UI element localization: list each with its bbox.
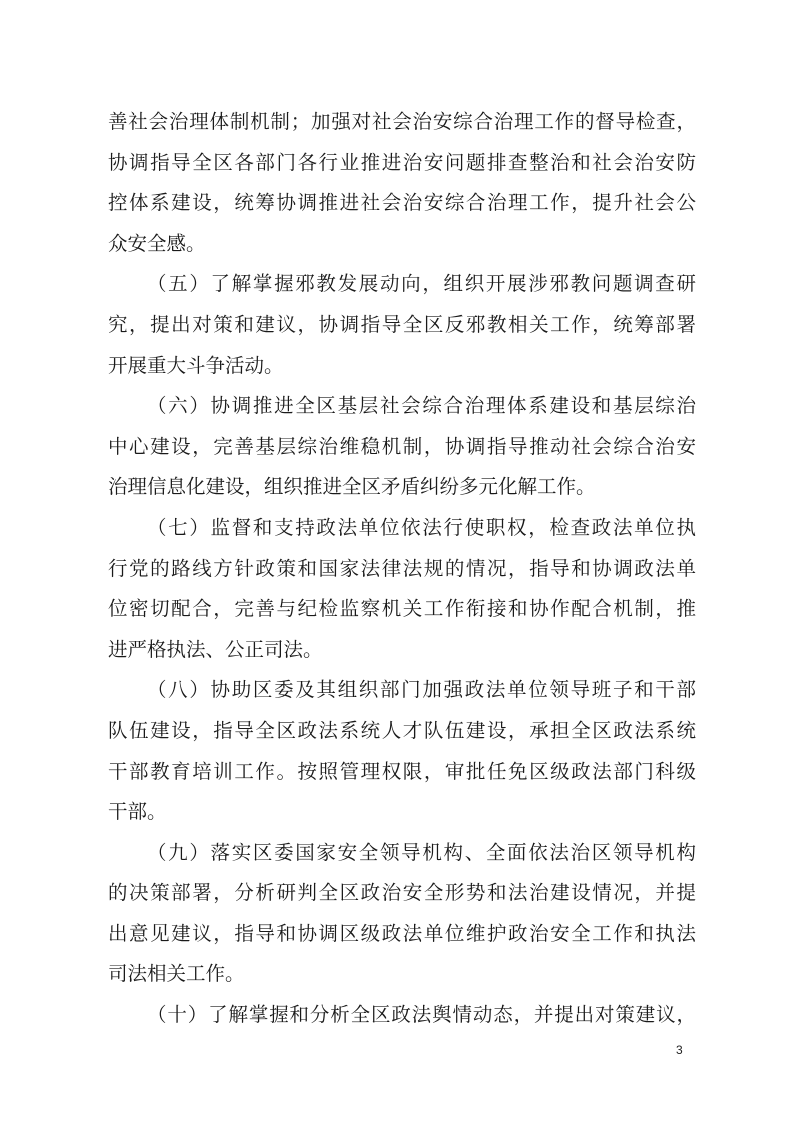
paragraph	[108, 670, 696, 832]
text-line: 治理信息化建设，组织推进全区矛盾纠纷多元化解工作。	[108, 475, 596, 499]
text-line: 位密切配合，完善与纪检监察机关工作衔接和协作配合机制，推	[108, 597, 696, 621]
paragraph	[108, 386, 696, 508]
text-line: 众安全感。	[108, 231, 206, 255]
text-line: 控体系建设，统筹协调推进社会治安综合治理工作，提升社会公	[108, 191, 696, 215]
text-line: 队伍建设，指导全区政法系统人才队伍建设，承担全区政法系统	[108, 718, 696, 742]
paragraph	[108, 102, 696, 264]
text-line: 干部。	[108, 800, 167, 824]
text-line: （八）协助区委及其组织部门加强政法单位领导班子和干部	[147, 678, 696, 702]
text-line: （五）了解掌握邪教发展动向，组织开展涉邪教问题调查研	[147, 272, 696, 296]
paragraph	[108, 264, 696, 386]
text-line: 开展重大斗争活动。	[108, 353, 284, 377]
text-line: 究，提出对策和建议，协调指导全区反邪教相关工作，统筹部署	[108, 312, 696, 336]
text-line: （六）协调推进全区基层社会综合治理体系建设和基层综治	[147, 394, 696, 418]
paragraph	[108, 995, 696, 1036]
body-text	[108, 102, 696, 1036]
text-line: 干部教育培训工作。按照管理权限，审批任免区级政法部门科级	[108, 759, 696, 783]
text-line: （七）监督和支持政法单位依法行使职权，检查政法单位执	[147, 515, 696, 539]
text-line: （九）落实区委国家安全领导机构、全面依法治区领导机构	[147, 840, 696, 864]
text-line: 的决策部署，分析研判全区政治安全形势和法治建设情况，并提	[108, 881, 696, 905]
text-line: 进严格执法、公正司法。	[108, 637, 323, 661]
text-line: 善社会治理体制机制；加强对社会治安综合治理工作的督导检查，	[108, 110, 696, 133]
text-line: 中心建设，完善基层综治维稳机制，协调指导推动社会综合治安	[108, 434, 696, 458]
text-line: 出意见建议，指导和协调区级政法单位维护政治安全工作和执法	[108, 921, 696, 945]
text-line: 司法相关工作。	[108, 962, 245, 986]
paragraph	[108, 833, 696, 995]
text-line: 协调指导全区各部门各行业推进治安问题排查整治和社会治安防	[108, 150, 696, 174]
text-line: （十）了解掌握和分析全区政法舆情动态，并提出对策建议，	[147, 1003, 696, 1027]
paragraph	[108, 508, 696, 670]
text-line: 行党的路线方针政策和国家法律法规的情况，指导和协调政法单	[108, 556, 696, 580]
page-number: 3	[676, 1043, 683, 1057]
